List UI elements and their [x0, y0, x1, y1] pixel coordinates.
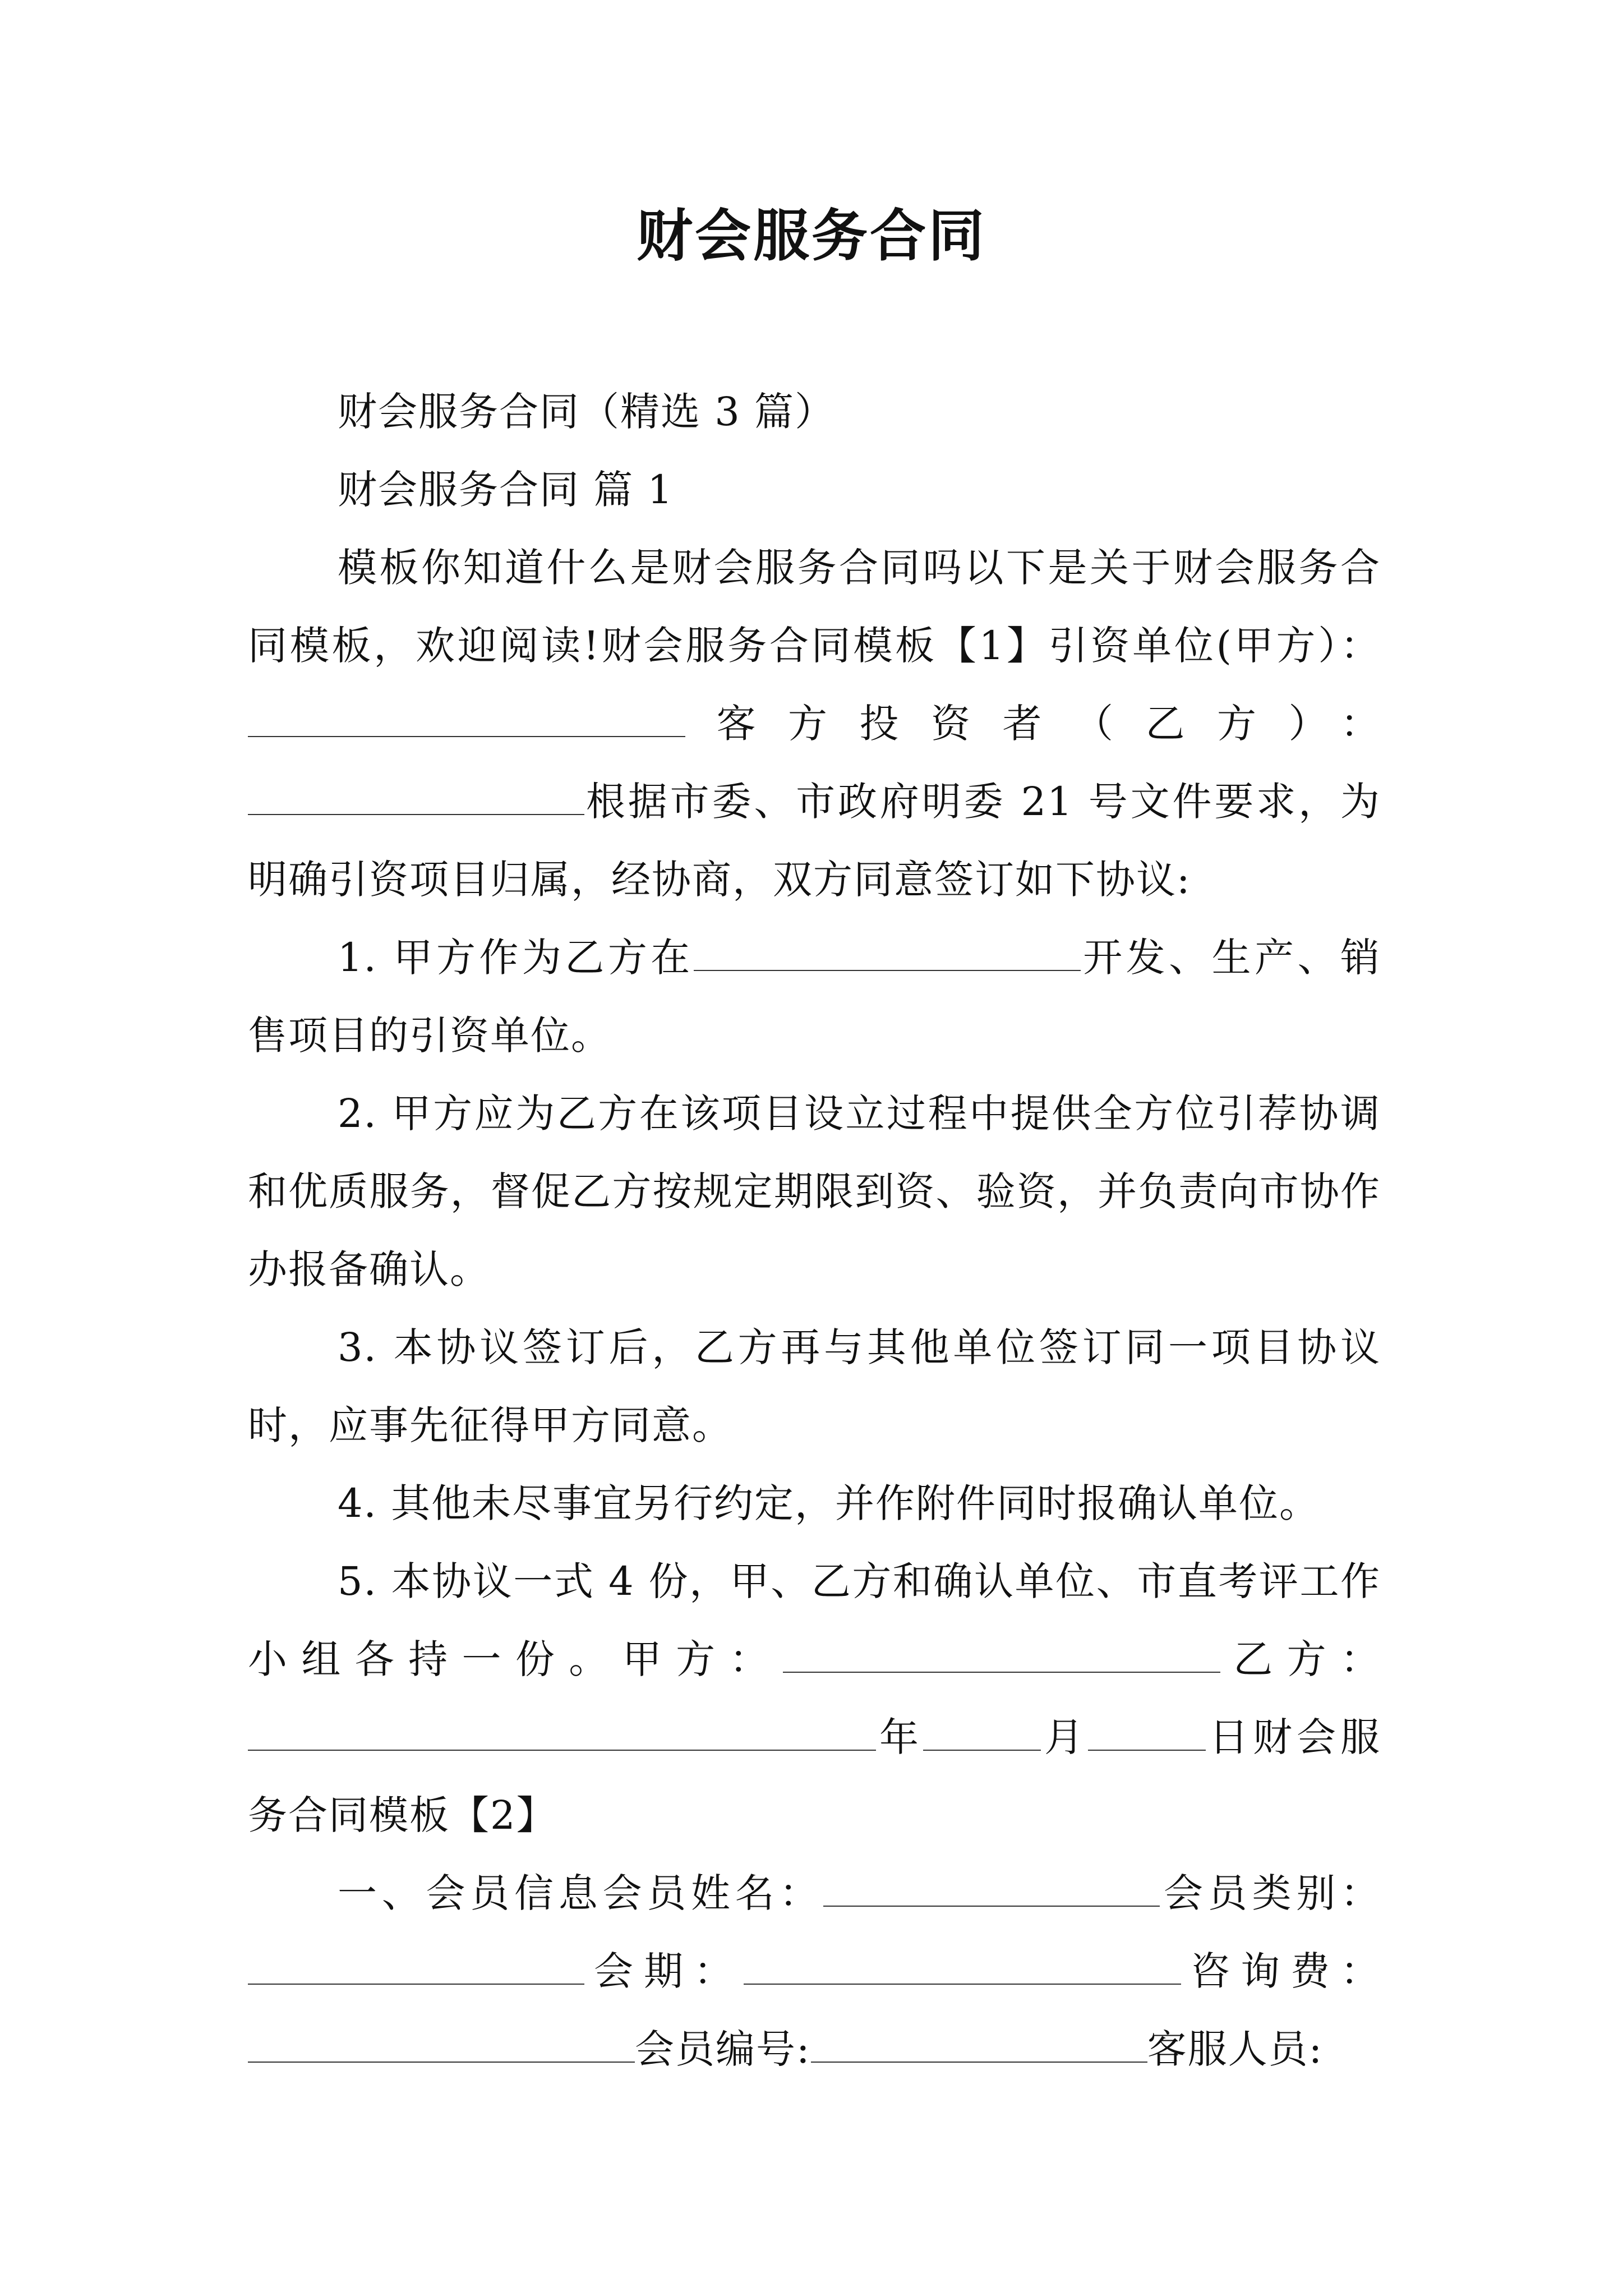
member-period-blank — [744, 1948, 1181, 1985]
member-number-blank — [811, 2026, 1147, 2063]
clause-5 — [248, 1543, 1381, 1855]
clause-5-month-label: 月 — [1041, 1714, 1088, 1760]
month-blank — [1088, 1714, 1206, 1751]
intro-text-a: 模板你知道什么是财会服务合同吗以下是关于财会服务合同模板，欢迎阅读!财会服务合同模板【1】引资单位(甲方）： — [248, 545, 1381, 669]
year-blank — [923, 1714, 1041, 1751]
member-name-label: 一、会员信息会员姓名： — [338, 1870, 824, 1916]
member-number-label: 会员编号: — [635, 2026, 811, 2072]
project-location-blank — [694, 935, 1081, 971]
document-body — [248, 373, 1381, 2088]
consulting-fee-label: 咨询费： — [1181, 1948, 1381, 1994]
member-type-label: 会员类别： — [1160, 1870, 1381, 1916]
paragraph-intro — [248, 529, 1381, 919]
clause-1-text-b: 开发、生产、销售项目的引资单位。 — [248, 935, 1381, 1059]
customer-service-label: 客服人员: — [1147, 2026, 1324, 2072]
clause-1-text-a: 1. 甲方作为乙方在 — [338, 935, 694, 981]
clause-3: 3. 本协议签订后，乙方再与其他单位签订同一项目协议时，应事先征得甲方同意。 — [248, 1324, 1381, 1448]
clause-5-text-a: 5. 本协议一式 4 份，甲、乙方和确认单位、市直考评工作小组各持一份。甲方： — [248, 1558, 1381, 1682]
consulting-fee-blank — [248, 2026, 635, 2063]
member-name-blank — [823, 1870, 1160, 1907]
clause-5-year-label: 年 — [876, 1714, 923, 1760]
subtitle: 财会服务合同（精选 3 篇） — [338, 389, 836, 435]
party-b-blank — [248, 779, 584, 815]
intro-text-c: 根据市委、市政府明委 21 号文件要求，为明确引资项目归属，经协商，双方同意签订如下协议: — [248, 779, 1381, 903]
document-title: 财会服务合同 — [637, 203, 986, 269]
clause-5-text-e: 日财会服务合同模板【2】 — [248, 1714, 1381, 1838]
section-heading: 财会服务合同 篇 1 — [338, 467, 674, 513]
member-period-label: 会期： — [584, 1948, 744, 1994]
party-a-blank — [248, 701, 685, 737]
member-info — [248, 1855, 1381, 2088]
clause-1 — [248, 919, 1381, 1075]
intro-text-b: 客方投资者（乙方）： — [685, 701, 1381, 747]
member-type-blank — [248, 1948, 584, 1985]
signature-party-b-blank — [248, 1714, 876, 1751]
clause-2: 2. 甲方应为乙方在该项目设立过程中提供全方位引荐协调和优质服务，督促乙方按规定期限到资、验资，并负责向市协作办报备确认。 — [248, 1091, 1381, 1292]
clause-5-text-b: 乙方： — [1220, 1636, 1381, 1682]
clause-4: 4. 其他未尽事宜另行约定，并作附件同时报确认单位。 — [338, 1480, 1320, 1526]
signature-party-a-blank — [783, 1636, 1220, 1673]
